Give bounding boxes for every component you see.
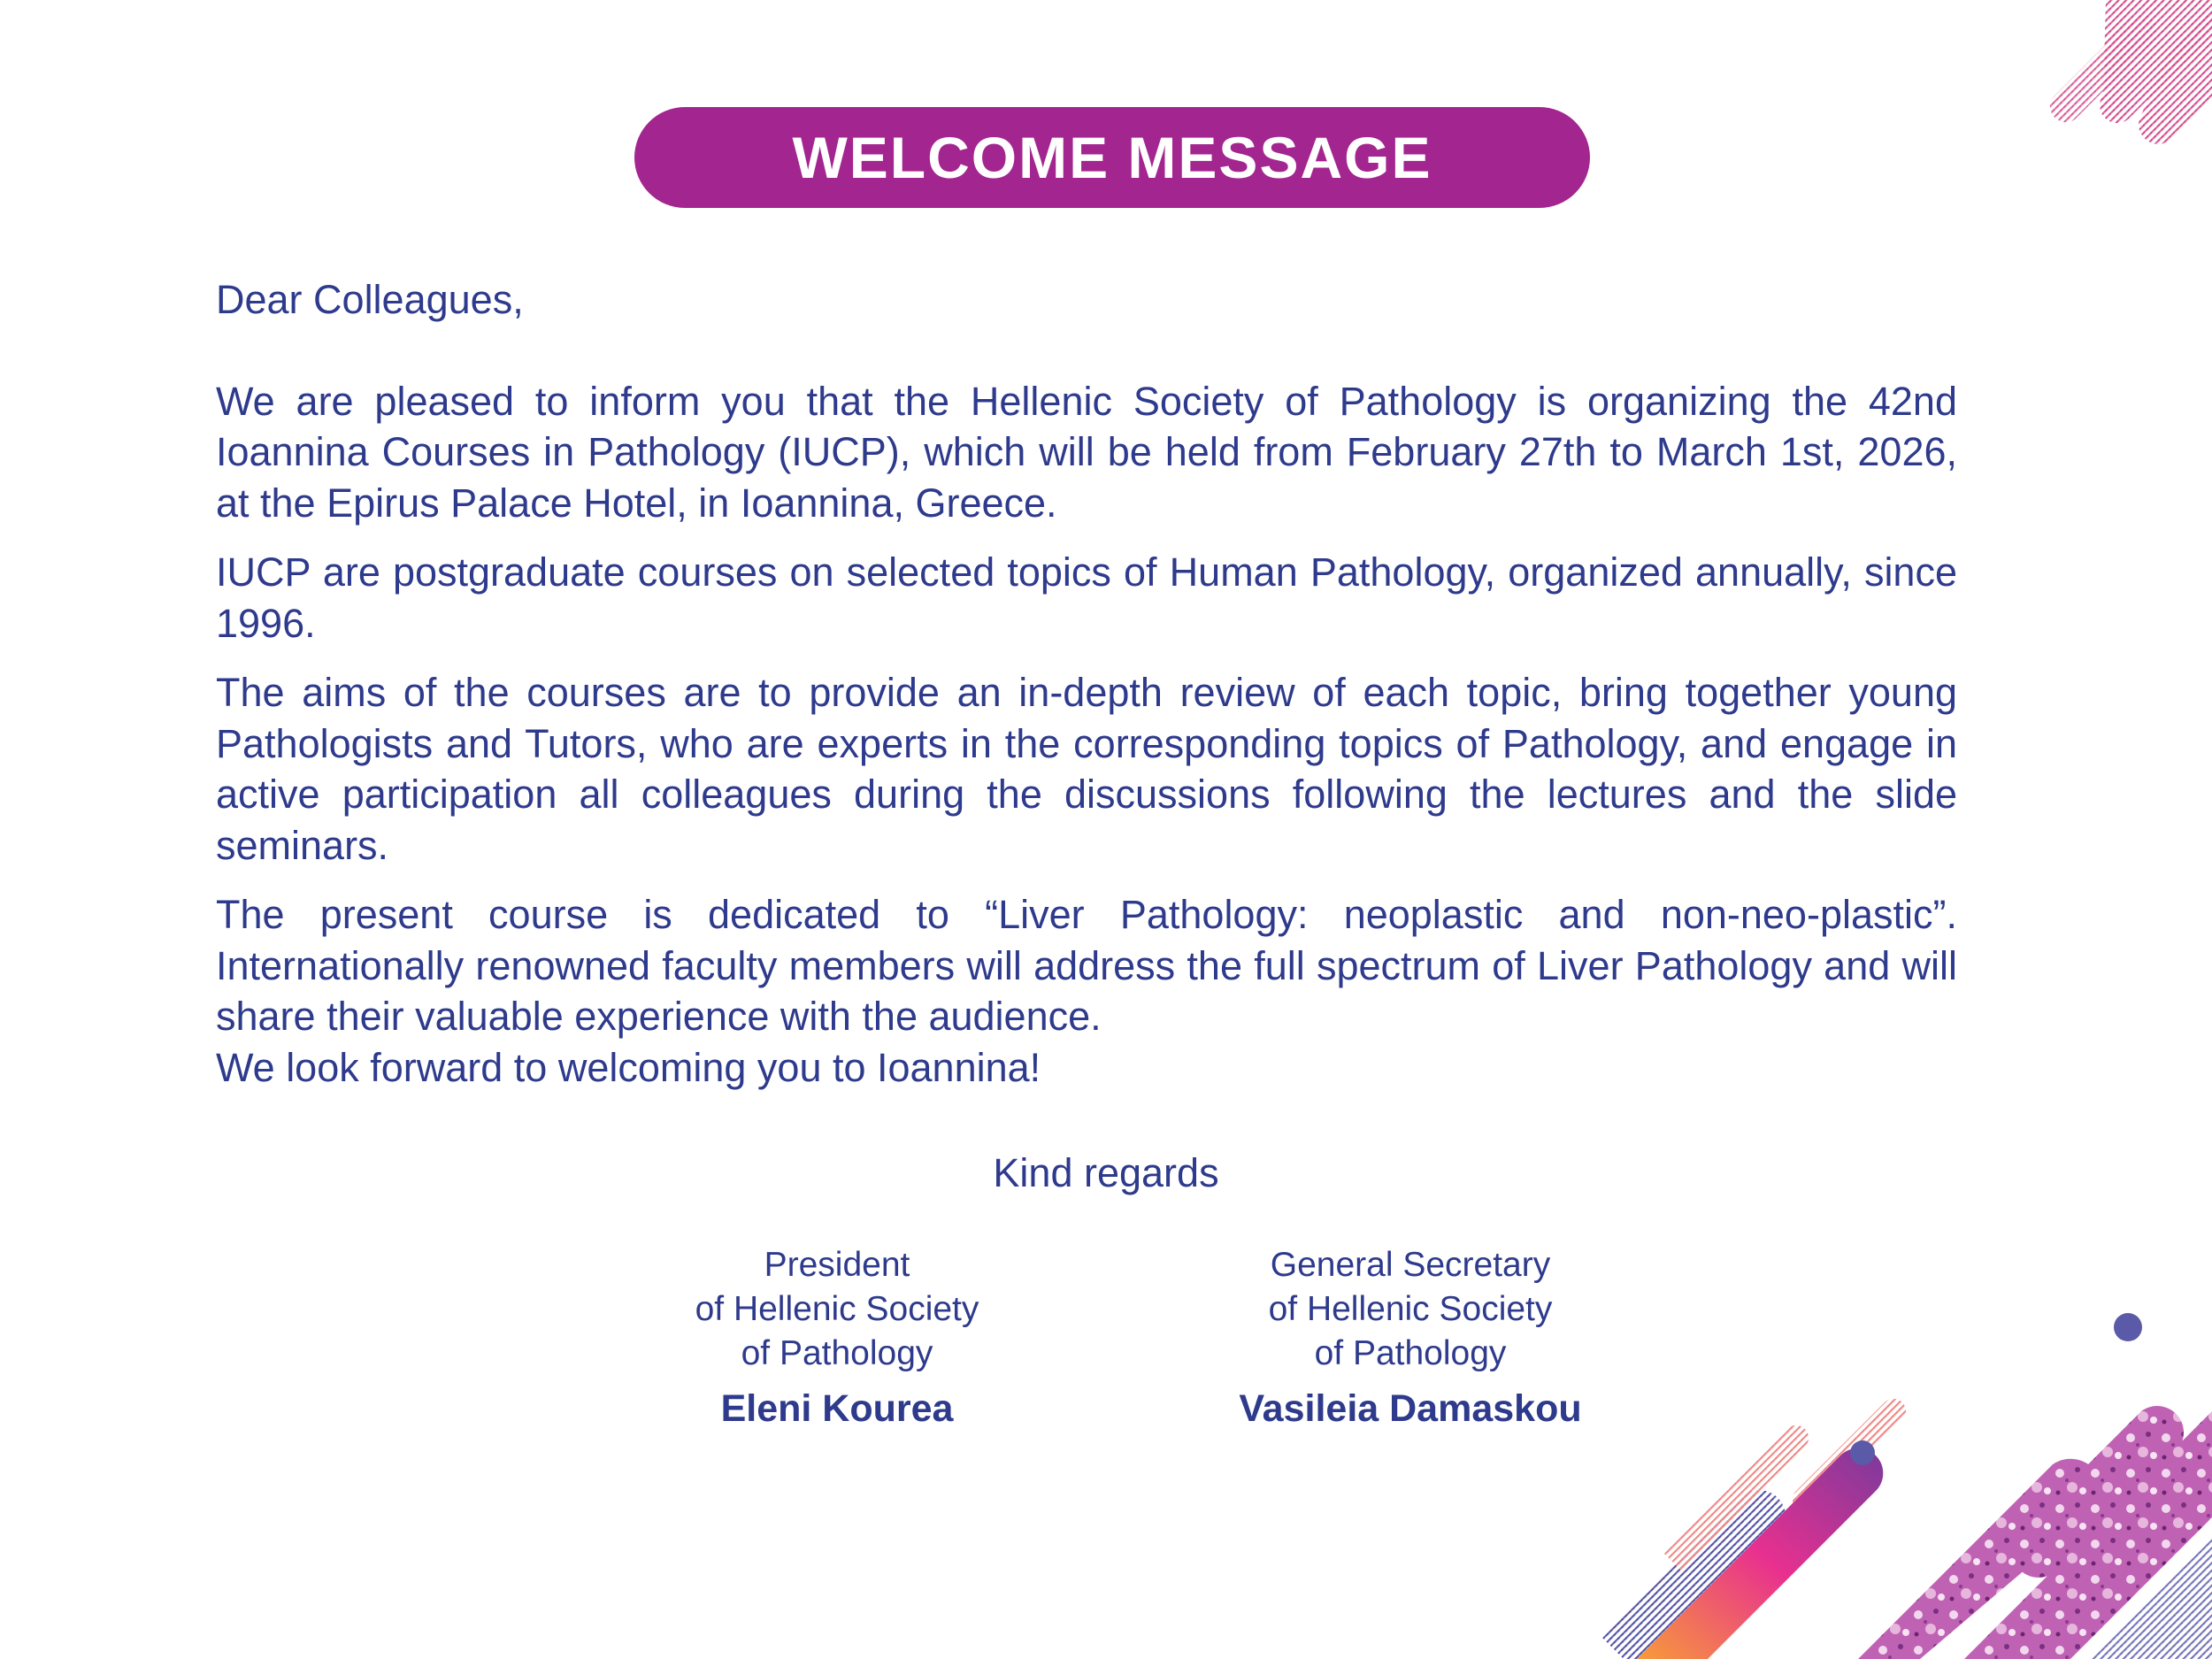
kind-regards: Kind regards	[993, 1150, 1219, 1195]
banner-title: WELCOME MESSAGE	[792, 125, 1432, 190]
paragraph-history: IUCP are postgraduate courses on selected topics of Human Pathology, organized annually, since 1996.	[216, 549, 1957, 646]
closing-line: We look forward to welcoming you to Ioannina!	[216, 1044, 1041, 1090]
signature-affiliation-2: of Pathology	[1314, 1334, 1507, 1372]
paragraph-intro: We are pleased to inform you that the Hellenic Society of Pathology is organizing the 42nd Ioannina Courses in Pathology (IUCP), which will be held from February 27th to March 1st, 2026, at the Epirus Palace Hotel, in Ioannina, Greece.	[216, 378, 1957, 526]
signature-name: Eleni Kourea	[720, 1387, 954, 1430]
signature-general-secretary	[1145, 1243, 1676, 1431]
decorative-stripes-top	[2035, 0, 2212, 190]
decorative-tissue-stripes-bottom	[1593, 1287, 2212, 1659]
signature-title: General Secretary	[1270, 1246, 1551, 1284]
welcome-banner	[634, 107, 1590, 208]
signature-president	[572, 1243, 1102, 1431]
signature-title: President	[764, 1246, 910, 1284]
paragraph-topic: The present course is dedicated to “Liver Pathology: neoplastic and non-neo-plastic”. Internationally renowned faculty members will address the full spectrum of Liver Pathology and will share their valuable experience with the audience.	[216, 892, 1957, 1039]
greeting: Dear Colleagues,	[216, 277, 524, 322]
signature-affiliation-2: of Pathology	[741, 1334, 933, 1372]
signature-name: Vasileia Damaskou	[1239, 1387, 1582, 1430]
paragraph-aims: The aims of the courses are to provide an in-depth review of each topic, bring together young Pathologists and Tutors, who are experts in the corresponding topics of Pathology, and engage in active participation all colleagues during the discussions following the lectures and the slide seminars.	[216, 670, 1957, 868]
signature-affiliation: of Hellenic Society	[695, 1290, 979, 1328]
letter-body	[216, 274, 1957, 1093]
signature-affiliation: of Hellenic Society	[1268, 1290, 1553, 1328]
